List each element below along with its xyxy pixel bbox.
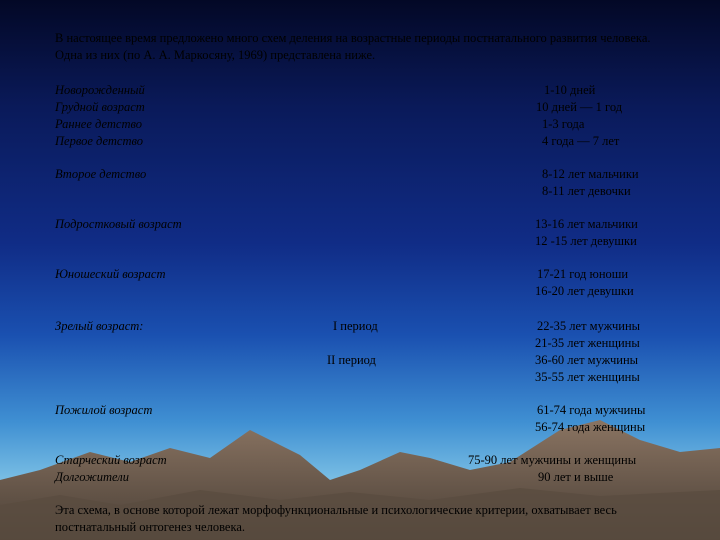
- value-mature-1-men: 22-35 лет мужчины: [537, 319, 641, 333]
- value-long-livers: 90 лет и выше: [538, 470, 614, 484]
- value-elderly-women: 56-74 года женщины: [535, 420, 646, 434]
- value-adolescence-boys: 13-16 лет мальчики: [535, 217, 638, 231]
- value-senile: 75-90 лет мужчины и женщины: [468, 453, 637, 467]
- period-name-early-childhood: Раннее детство: [55, 117, 143, 131]
- value-first-childhood: 4 года — 7 лет: [542, 134, 620, 148]
- value-early-childhood: 1-3 года: [542, 117, 585, 131]
- period-name-first-childhood: Первое детство: [55, 134, 143, 148]
- period-name-second-childhood: Второе детство: [55, 167, 147, 181]
- period-name-long-livers: Долгожители: [55, 470, 129, 484]
- period-name-senile: Старческий возраст: [55, 453, 167, 467]
- period-name-adolescence: Подростковый возраст: [55, 217, 182, 231]
- outro-paragraph: Эта схема, в основе которой лежат морфофункциональные и психологические критерии, охватывает весь постнатальный онтогенез человека.: [55, 503, 617, 534]
- period-name-infancy: Грудной возраст: [55, 100, 145, 114]
- value-adolescence-girls: 12 -15 лет девушки: [535, 234, 637, 248]
- value-newborn: 1-10 дней: [544, 83, 596, 97]
- value-elderly-men: 61-74 года мужчины: [537, 403, 646, 417]
- value-mature-1-women: 21-35 лет женщины: [535, 336, 640, 350]
- period-name-elderly: Пожилой возраст: [55, 403, 153, 417]
- value-youth-young-men: 17-21 год юноши: [537, 267, 629, 281]
- value-infancy: 10 дней — 1 год: [536, 100, 623, 114]
- period-name-mature: Зрелый возраст:: [55, 319, 144, 333]
- period-name-youth: Юношеский возраст: [55, 267, 166, 281]
- value-mature-2-men: 36-60 лет мужчины: [535, 353, 639, 367]
- period-name-newborn: Новорожденный: [55, 83, 145, 97]
- value-second-childhood-girls: 8-11 лет девочки: [542, 184, 631, 198]
- value-youth-girls: 16-20 лет девушки: [535, 284, 634, 298]
- mature-subperiod-2: II период: [327, 353, 376, 367]
- intro-paragraph: В настоящее время предложено много схем деления на возрастные периоды постнатального развития человека. Одна из них (по А. А. Маркосяну, 1969) представлена ниже.: [55, 31, 651, 62]
- value-second-childhood-boys: 8-12 лет мальчики: [542, 167, 639, 181]
- mature-subperiod-1: I период: [333, 319, 378, 333]
- value-mature-2-women: 35-55 лет женщины: [535, 370, 640, 384]
